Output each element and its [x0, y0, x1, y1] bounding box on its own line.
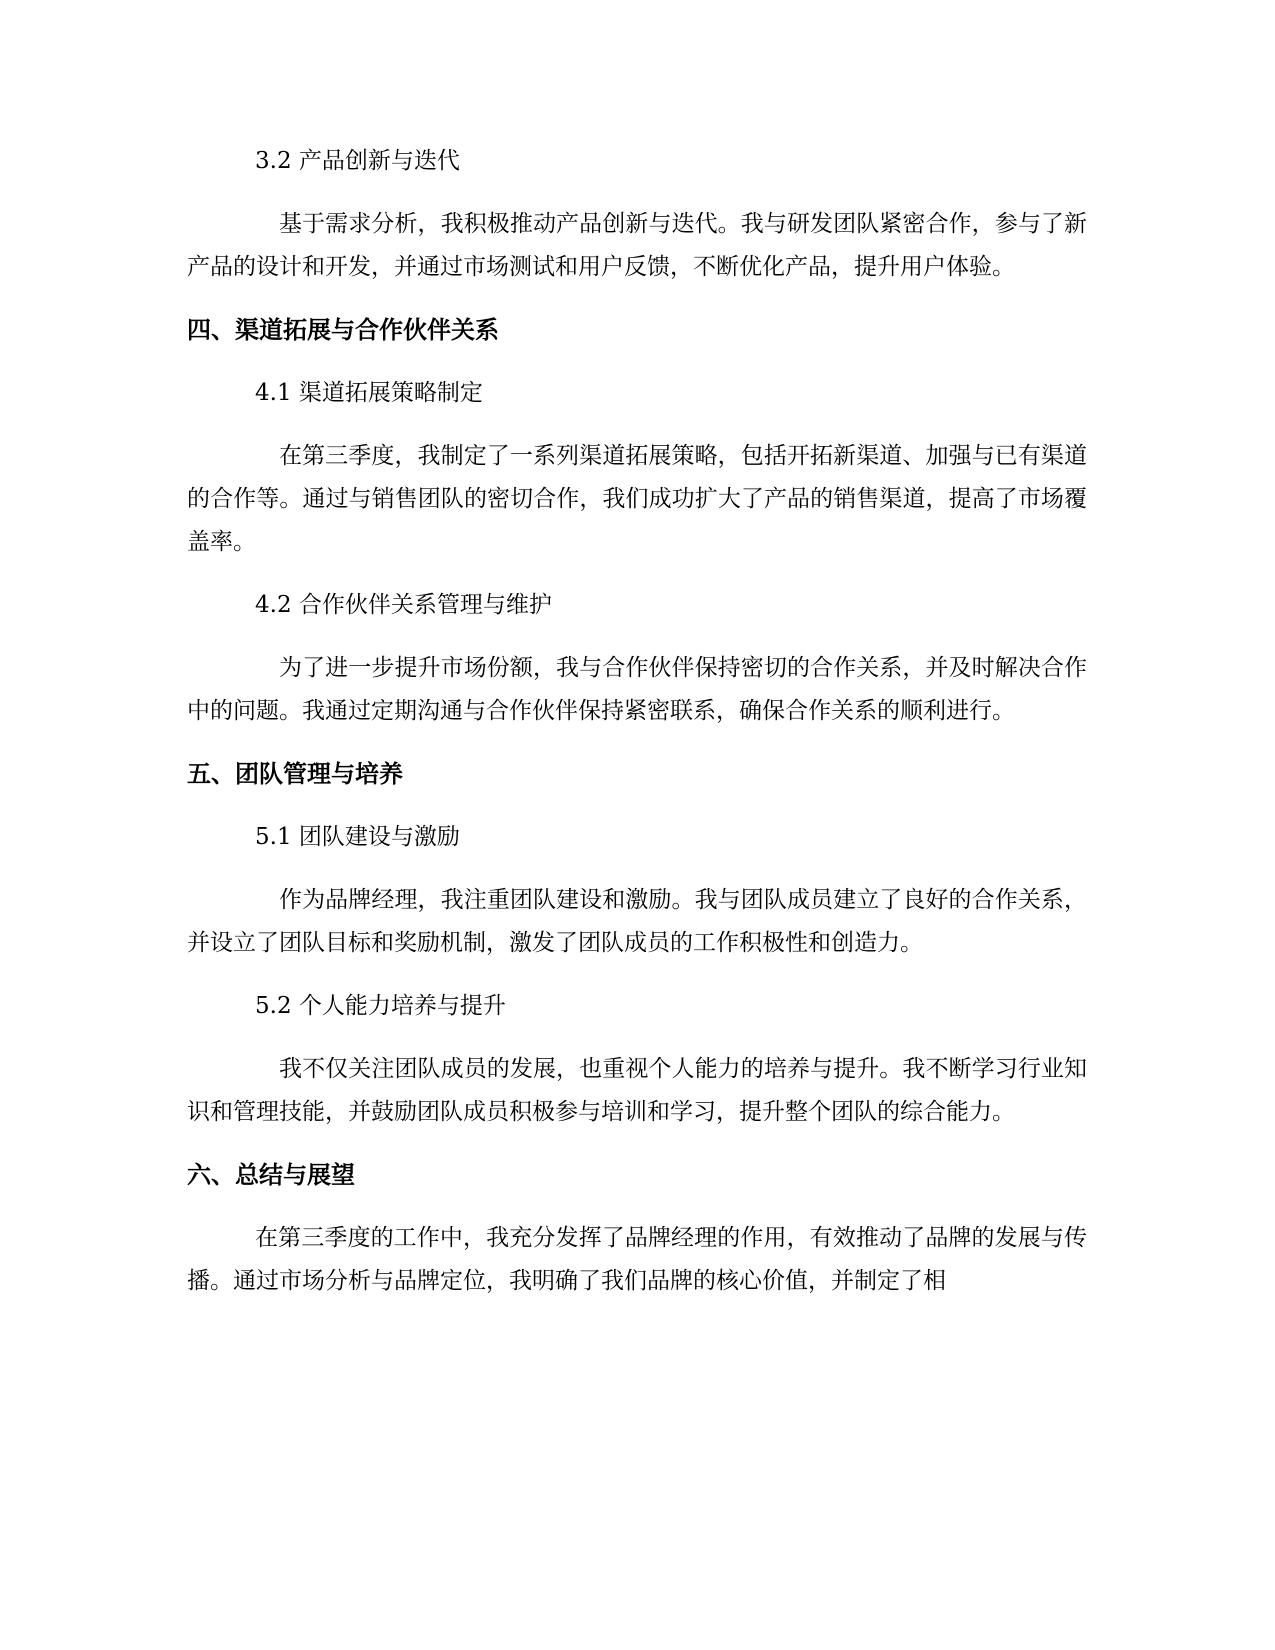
section-6-heading: 六、总结与展望 [187, 1161, 355, 1189]
section-5-heading: 五、团队管理与培养 [187, 760, 403, 788]
section-4-1-title: 4.1 渠道拓展策略制定 [255, 380, 483, 406]
section-3-2-title: 3.2 产品创新与迭代 [255, 148, 460, 174]
section-4-2-paragraph: 为了进一步提升市场份额，我与合作伙伴保持密切的合作关系，并及时解决合作中的问题。我通过定期沟通与合作伙伴保持紧密联系，确保合作关系的顺利进行。 [187, 655, 1087, 724]
section-4-heading: 四、渠道拓展与合作伙伴关系 [187, 316, 499, 344]
section-5-2-title: 5.2 个人能力培养与提升 [255, 993, 506, 1019]
document-body [187, 140, 1087, 1323]
section-6-paragraph: 在第三季度的工作中，我充分发挥了品牌经理的作用，有效推动了品牌的发展与传播。通过市场分析与品牌定位，我明确了我们品牌的核心价值，并制定了相 [187, 1225, 1087, 1294]
section-4-1-paragraph: 在第三季度，我制定了一系列渠道拓展策略，包括开拓新渠道、加强与已有渠道的合作等。通过与销售团队的密切合作，我们成功扩大了产品的销售渠道，提高了市场覆盖率。 [187, 443, 1087, 555]
section-5-2-paragraph: 我不仅关注团队成员的发展，也重视个人能力的培养与提升。我不断学习行业知识和管理技能，并鼓励团队成员积极参与培训和学习，提升整个团队的综合能力。 [187, 1056, 1087, 1125]
section-5-1-paragraph: 作为品牌经理，我注重团队建设和激励。我与团队成员建立了良好的合作关系，并设立了团队目标和奖励机制，激发了团队成员的工作积极性和创造力。 [187, 887, 1087, 956]
section-3-2-paragraph: 基于需求分析，我积极推动产品创新与迭代。我与研发团队紧密合作，参与了新产品的设计和开发，并通过市场测试和用户反馈，不断优化产品，提升用户体验。 [187, 211, 1087, 280]
section-5-1-title: 5.1 团队建设与激励 [255, 824, 460, 850]
section-4-2-title: 4.2 合作伙伴关系管理与维护 [255, 592, 552, 618]
